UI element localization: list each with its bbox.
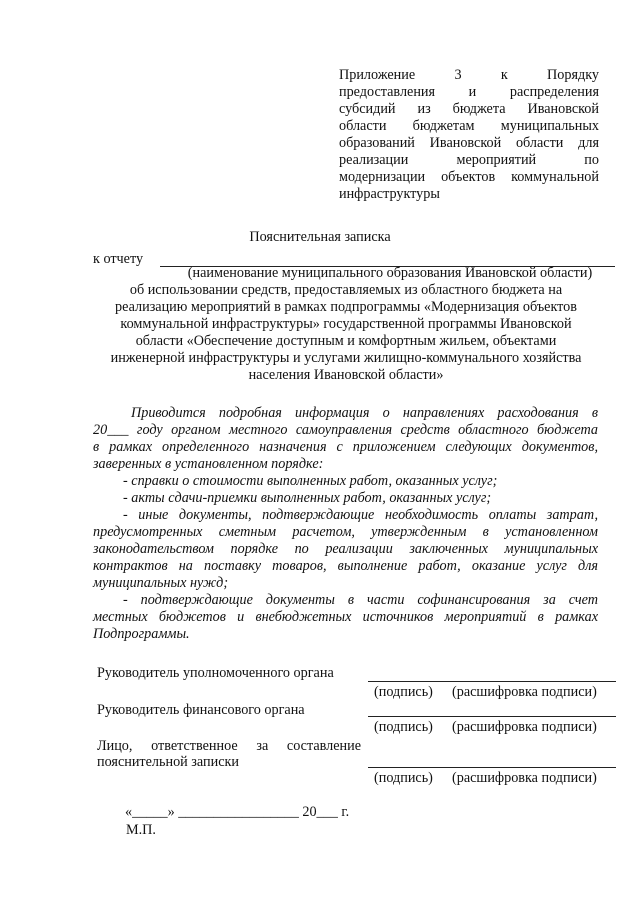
report-subject-line-3: коммунальной инфраструктуры» государственной программы Ивановской <box>120 316 572 332</box>
report-subject-line-5: инженерной инфраструктуры и услугами жилищно-коммунального хозяйства <box>110 350 582 366</box>
instructions-line-3: в рамках определенного назначения с приложением следующих документов, <box>93 439 598 455</box>
instructions-line-6: - акты сдачи-приемки выполненных работ, оказанных услуг; <box>123 490 492 506</box>
instructions-line-14: Подпрограммы. <box>93 626 190 642</box>
instructions-line-9: законодательством порядке по реализации заключенных муниципальных <box>93 541 598 557</box>
instructions-block <box>93 405 598 643</box>
appendix-line-5: образований Ивановской области для <box>339 135 599 151</box>
signature-3-sign-caption: (подпись) <box>374 770 433 786</box>
report-subject-line-6: населения Ивановской области» <box>248 367 444 383</box>
signature-1-line <box>368 681 616 682</box>
instructions-line-11: муниципальных нужд; <box>93 575 229 591</box>
document-title: Пояснительная записка <box>249 229 391 245</box>
instructions-line-10: контрактов на поставку товаров, выполнение работ, оказание услуг для <box>93 558 598 574</box>
report-subject <box>96 282 596 384</box>
appendix-line-4: области бюджетам муниципальных <box>339 118 599 134</box>
report-subject-line-4: области «Обеспечение доступным и комфортным жильем, объектами <box>135 333 557 349</box>
signature-2-sign-caption: (подпись) <box>374 719 433 735</box>
report-subject-line-2: реализацию мероприятий в рамках подпрограммы «Модернизация объектов <box>115 299 577 315</box>
municipality-name-caption: (наименование муниципального образования Ивановской области) <box>187 265 593 281</box>
signature-1-sign-caption: (подпись) <box>374 684 433 700</box>
to-report-label: к отчету <box>93 251 144 267</box>
appendix-line-8: инфраструктуры <box>339 186 440 202</box>
signature-2-line <box>368 716 616 717</box>
appendix-line-2: предоставления и распределения <box>339 84 599 100</box>
report-subject-line-1: об использовании средств, предоставляемых из областного бюджета на <box>129 282 563 298</box>
appendix-line-6: реализации мероприятий по <box>339 152 599 168</box>
signature-3-name-caption: (расшифровка подписи) <box>452 770 597 786</box>
signature-3-line <box>368 767 616 768</box>
instructions-line-7: - иные документы, подтверждающие необходимость оплаты затрат, <box>123 507 598 523</box>
instructions-line-12: - подтверждающие документы в части софинансирования за счет <box>123 592 598 608</box>
instructions-line-4: заверенных в установленном порядке: <box>93 456 324 472</box>
date-line: «_____» _________________ 20___ г. <box>125 804 350 820</box>
appendix-line-7: модернизации объектов коммунальной <box>339 169 599 185</box>
appendix-reference <box>339 67 599 203</box>
signature-1-label: Руководитель уполномоченного органа <box>97 665 334 681</box>
instructions-line-2: 20___ году органом местного самоуправления средств областного бюджета <box>93 422 598 438</box>
appendix-line-1: Приложение 3 к Порядку <box>339 67 599 83</box>
signature-2-label: Руководитель финансового органа <box>97 702 305 718</box>
appendix-line-3: субсидий из бюджета Ивановской <box>339 101 599 117</box>
signature-1-name-caption: (расшифровка подписи) <box>452 684 597 700</box>
instructions-line-1: Приводится подробная информация о направлениях расходования в <box>131 405 598 421</box>
signature-2-name-caption: (расшифровка подписи) <box>452 719 597 735</box>
signature-3-label-line-2: пояснительной записки <box>97 754 239 770</box>
signature-3-label-line-1: Лицо, ответственное за составление <box>97 738 361 754</box>
stamp-place-label: М.П. <box>126 822 156 838</box>
instructions-line-5: - справки о стоимости выполненных работ, оказанных услуг; <box>123 473 498 489</box>
instructions-line-13: местных бюджетов и внебюджетных источников мероприятий в рамках <box>93 609 598 625</box>
instructions-line-8: предусмотренных сметным расчетом, утвержденным в установленном <box>93 524 598 540</box>
